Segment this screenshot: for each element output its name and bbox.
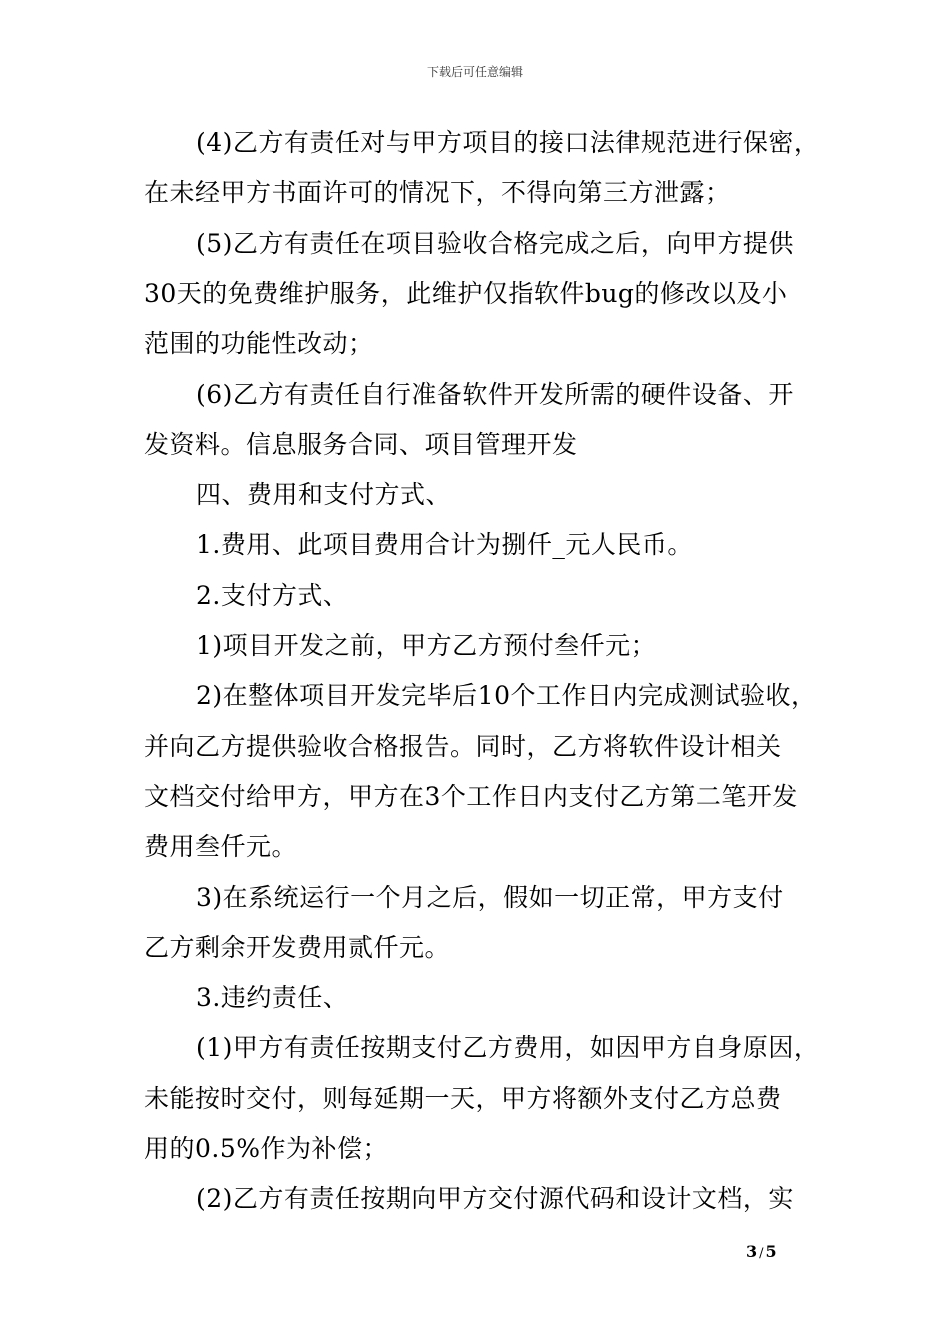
text-line: 1)项目开发之前，甲方乙方预付叁仟元； xyxy=(196,631,657,660)
text-line: 费用叁仟元。 xyxy=(144,832,298,861)
text-line: (6)乙方有责任自行准备软件开发所需的硬件设备、开 xyxy=(196,380,794,409)
text-line: (5)乙方有责任在项目验收合格完成之后，向甲方提供 xyxy=(196,229,794,258)
text-line: (4)乙方有责任对与甲方项目的接口法律规范进行保密， xyxy=(196,128,820,157)
current-page-number: 3 xyxy=(746,1242,758,1261)
section-heading: 3.违约责任、 xyxy=(196,983,349,1012)
text-line: (2)乙方有责任按期向甲方交付源代码和设计文档，实 xyxy=(196,1184,794,1213)
text-line: (1)甲方有责任按期支付乙方费用，如因甲方自身原因， xyxy=(196,1033,820,1062)
page-header: 下载后可任意编辑 xyxy=(426,65,523,79)
page-separator: / xyxy=(759,1246,764,1261)
text-line: 3)在系统运行一个月之后，假如一切正常，甲方支付 xyxy=(196,883,784,912)
text-line: 在未经甲方书面许可的情况下，不得向第三方泄露； xyxy=(144,178,731,207)
text-line: 未能按时交付，则每延期一天，甲方将额外支付乙方总费 xyxy=(144,1084,782,1113)
text-line: 2)在整体项目开发完毕后10个工作日内完成测试验收， xyxy=(196,681,817,710)
text-line: 范围的功能性改动； xyxy=(144,329,374,358)
text-line: 1.费用、此项目费用合计为捌仟_元人民币。 xyxy=(196,530,693,559)
section-heading: 2.支付方式、 xyxy=(196,581,349,610)
page-number xyxy=(746,1242,777,1264)
text-line: 用的0.5%作为补偿； xyxy=(144,1134,389,1163)
text-line: 30天的免费维护服务，此维护仅指软件bug的修改以及小 xyxy=(144,279,788,308)
total-pages-number: 5 xyxy=(765,1242,777,1261)
text-line: 发资料。信息服务合同、项目管理开发 xyxy=(144,430,578,459)
text-line: 乙方剩余开发费用贰仟元。 xyxy=(144,933,451,962)
text-line: 并向乙方提供验收合格报告。同时，乙方将软件设计相关 xyxy=(144,732,782,761)
section-heading: 四、费用和支付方式、 xyxy=(196,480,452,509)
text-line: 文档交付给甲方，甲方在3个工作日内支付乙方第二笔开发 xyxy=(144,782,798,811)
